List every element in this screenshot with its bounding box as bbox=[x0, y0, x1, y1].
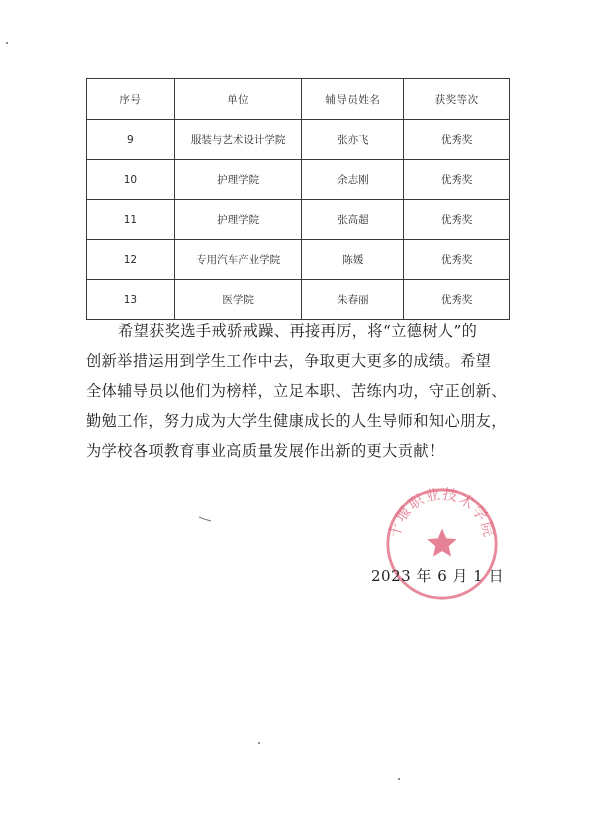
cell-index: 12 bbox=[87, 240, 175, 280]
cell-award: 优秀奖 bbox=[404, 160, 510, 200]
cell-index: 11 bbox=[87, 200, 175, 240]
cell-unit: 护理学院 bbox=[174, 200, 302, 240]
table-row bbox=[87, 120, 510, 160]
cell-index: 10 bbox=[87, 160, 175, 200]
cell-unit: 医学院 bbox=[174, 280, 302, 320]
svg-text:十堰职业技术学院: 十堰职业技术学院 bbox=[387, 486, 497, 540]
table-row bbox=[87, 240, 510, 280]
scan-mark bbox=[198, 516, 212, 522]
column-header-award: 获奖等次 bbox=[404, 79, 510, 120]
scan-speck bbox=[398, 778, 400, 780]
table-header-row bbox=[87, 79, 510, 120]
body-line: 为学校各项教育事业高质量发展作出新的更大贡献！ bbox=[86, 442, 445, 460]
cell-unit: 服装与艺术设计学院 bbox=[174, 120, 302, 160]
cell-award: 优秀奖 bbox=[404, 200, 510, 240]
table-row bbox=[87, 160, 510, 200]
cell-counselor: 陈媛 bbox=[302, 240, 404, 280]
document-date: 2023 年 6 月 1 日 bbox=[371, 567, 505, 585]
column-header-index: 序号 bbox=[87, 79, 175, 120]
body-line: 创新举措运用到学生工作中去，争取更大更多的成绩。希望 bbox=[86, 352, 492, 370]
scan-speck bbox=[6, 42, 8, 44]
cell-index: 13 bbox=[87, 280, 175, 320]
cell-counselor: 张亦飞 bbox=[302, 120, 404, 160]
cell-unit: 护理学院 bbox=[174, 160, 302, 200]
cell-index: 9 bbox=[87, 120, 175, 160]
column-header-counselor: 辅导员姓名 bbox=[302, 79, 404, 120]
body-line: 勤勉工作，努力成为大学生健康成长的人生导师和知心朋友， bbox=[86, 412, 507, 430]
body-paragraph bbox=[86, 316, 516, 466]
cell-counselor: 张高超 bbox=[302, 200, 404, 240]
cell-award: 优秀奖 bbox=[404, 240, 510, 280]
cell-award: 优秀奖 bbox=[404, 120, 510, 160]
cell-unit: 专用汽车产业学院 bbox=[174, 240, 302, 280]
seal-star-icon bbox=[427, 529, 456, 557]
award-table bbox=[86, 78, 510, 320]
cell-award: 优秀奖 bbox=[404, 280, 510, 320]
cell-counselor: 余志刚 bbox=[302, 160, 404, 200]
scan-speck bbox=[258, 742, 260, 744]
cell-counselor: 朱春丽 bbox=[302, 280, 404, 320]
table-row bbox=[87, 200, 510, 240]
body-line: 全体辅导员以他们为榜样，立足本职、苦练内功，守正创新、 bbox=[86, 382, 507, 400]
table-row bbox=[87, 280, 510, 320]
body-line: 希望获奖选手戒骄戒躁、再接再厉，将“立德树人”的 bbox=[118, 322, 478, 340]
column-header-unit: 单位 bbox=[174, 79, 302, 120]
